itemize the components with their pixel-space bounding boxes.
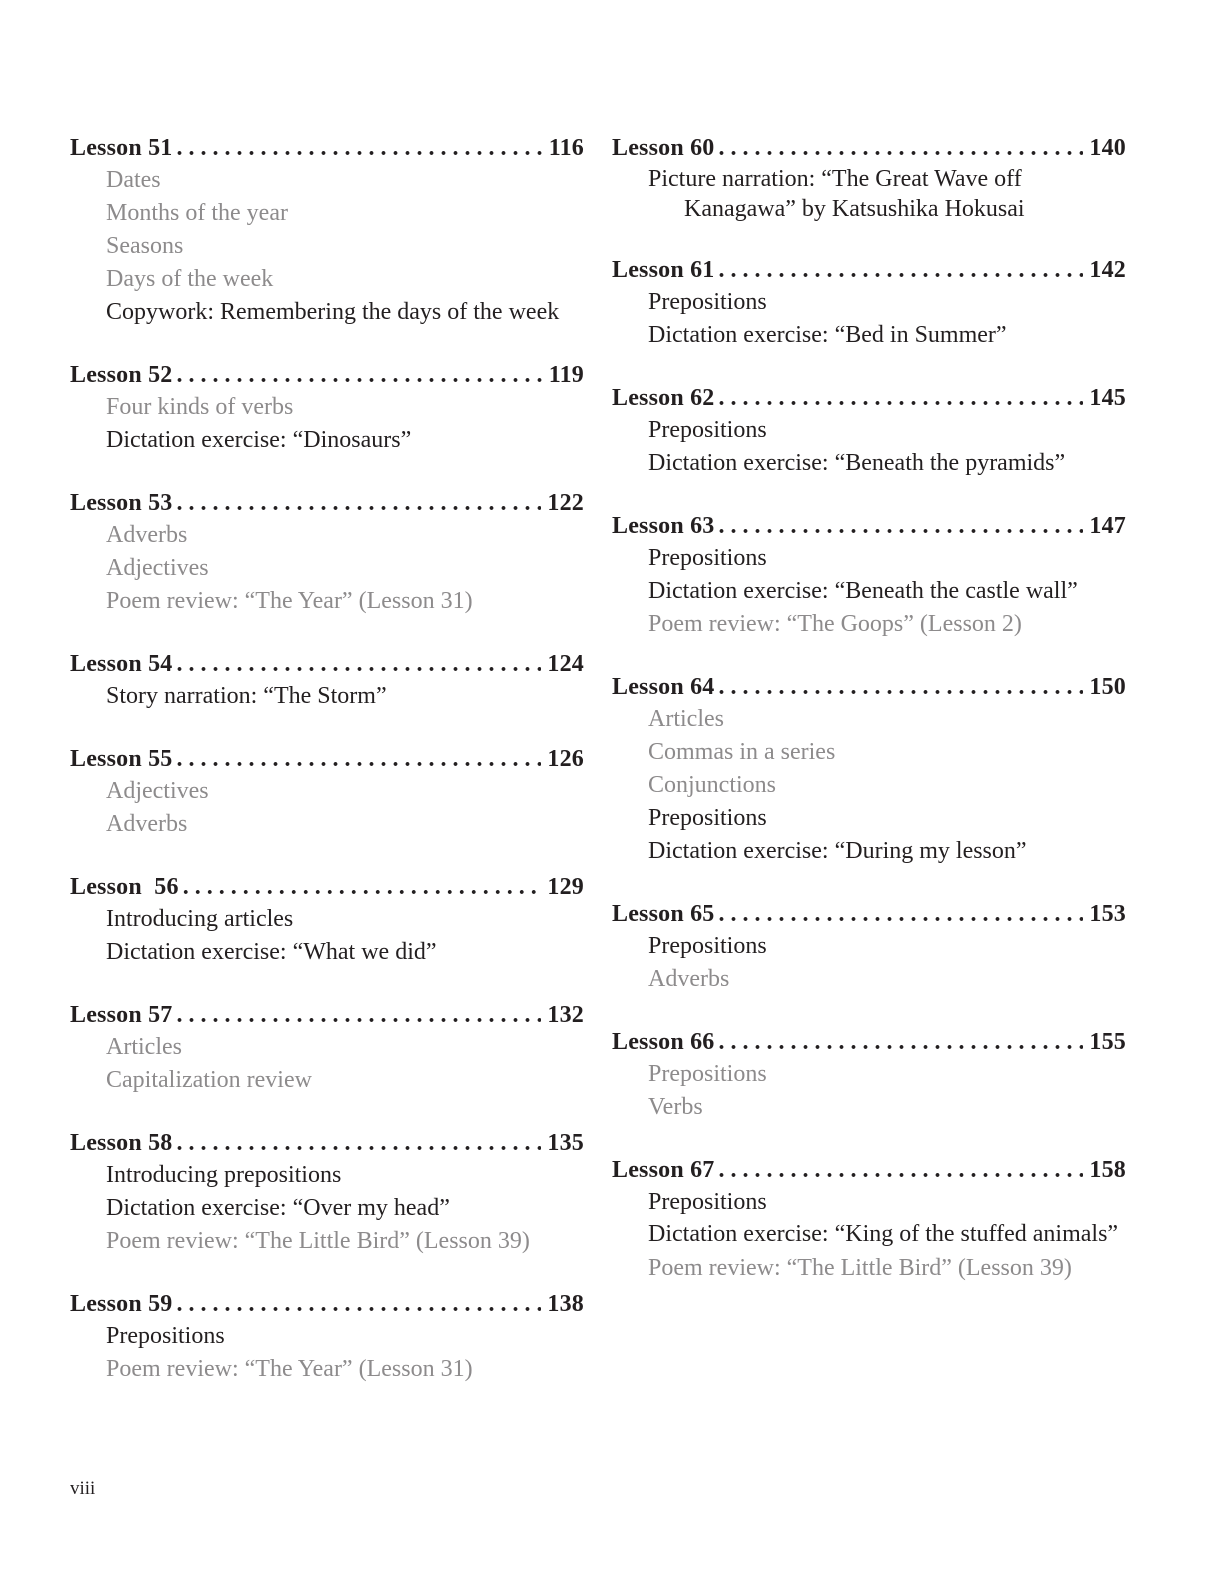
lesson-topic: Dates — [106, 167, 161, 193]
lesson-topic: Adjectives — [106, 778, 209, 804]
lesson-heading — [612, 254, 1126, 286]
lesson-topic: Prepositions — [106, 1323, 225, 1349]
lesson-title: Lesson 63 — [612, 513, 715, 539]
lesson-page-number: 124 — [547, 651, 584, 677]
dot-leader — [177, 648, 542, 680]
lesson-topic: Dictation exercise: “King of the stuffed animals” — [648, 1221, 1119, 1247]
lesson-title: Lesson 51 — [70, 135, 173, 161]
lesson-topic: Poem review: “The Year” (Lesson 31) — [106, 1356, 473, 1382]
lesson-topic: Poem review: “The Little Bird” (Lesson 39) — [106, 1228, 530, 1254]
dot-leader — [177, 999, 542, 1031]
lesson-topic: Introducing articles — [106, 906, 294, 932]
lesson-page-number: 158 — [1089, 1157, 1126, 1183]
lesson-page-number: 142 — [1089, 257, 1126, 283]
lesson-topic: Adjectives — [106, 555, 209, 581]
lesson-topic: Poem review: “The Goops” (Lesson 2) — [648, 611, 1022, 637]
lesson-page-number: 119 — [548, 362, 584, 388]
toc-entry — [70, 999, 584, 1097]
lesson-page-number: 132 — [547, 1002, 584, 1028]
lesson-topic: Months of the year — [106, 200, 288, 226]
dot-leader — [177, 132, 543, 164]
lesson-page-number: 153 — [1089, 901, 1126, 927]
lesson-title: Lesson 55 — [70, 746, 173, 772]
lesson-topic: Copywork: Remembering the days of the week — [106, 299, 560, 325]
lesson-topic: Verbs — [648, 1094, 703, 1120]
toc-entry — [70, 648, 584, 713]
toc-entry — [612, 1026, 1126, 1124]
lesson-heading — [612, 1154, 1126, 1186]
dot-leader — [177, 1288, 542, 1320]
toc-entry — [70, 487, 584, 618]
lesson-topic: Prepositions — [648, 805, 767, 831]
toc-entry — [612, 132, 1126, 224]
toc-entry — [70, 871, 584, 969]
lesson-topic: Story narration: “The Storm” — [106, 683, 387, 709]
lesson-topic: Articles — [106, 1034, 182, 1060]
toc-entry — [612, 254, 1126, 352]
lesson-topic: Prepositions — [648, 417, 767, 443]
dot-leader — [177, 359, 543, 391]
lesson-title: Lesson 53 — [70, 490, 173, 516]
lesson-page-number: 122 — [547, 490, 584, 516]
lesson-topic: Dictation exercise: “Bed in Summer” — [648, 322, 1007, 348]
lesson-heading — [612, 510, 1126, 542]
toc-entry — [70, 743, 584, 841]
lesson-page-number: 126 — [547, 746, 584, 772]
lesson-topic: Commas in a series — [648, 739, 836, 765]
toc-entry — [612, 898, 1126, 996]
lesson-page-number: 145 — [1089, 385, 1126, 411]
dot-leader — [719, 510, 1084, 542]
toc-entry — [70, 1288, 584, 1386]
lesson-title: Lesson 58 — [70, 1130, 173, 1156]
toc-right-column — [612, 132, 1126, 1315]
toc-entry — [612, 382, 1126, 480]
lesson-title: Lesson 52 — [70, 362, 173, 388]
lesson-topic: Seasons — [106, 233, 184, 259]
lesson-heading — [70, 871, 584, 903]
lesson-topic: Adverbs — [106, 811, 188, 837]
lesson-topic: Prepositions — [648, 1061, 767, 1087]
dot-leader — [177, 743, 542, 775]
lesson-heading — [70, 743, 584, 775]
lesson-topic: Dictation exercise: “Beneath the pyramids” — [648, 450, 1066, 476]
lesson-heading — [70, 1127, 584, 1159]
lesson-page-number: 138 — [547, 1291, 584, 1317]
lesson-topic: Poem review: “The Little Bird” (Lesson 39) — [648, 1255, 1072, 1281]
lesson-page-number: 147 — [1089, 513, 1126, 539]
lesson-heading — [70, 648, 584, 680]
lesson-topic: Prepositions — [648, 289, 767, 315]
lesson-topic: Conjunctions — [648, 772, 777, 798]
dot-leader — [719, 671, 1084, 703]
lesson-topic: Prepositions — [648, 933, 767, 959]
lesson-heading — [612, 382, 1126, 414]
toc-entry — [70, 1127, 584, 1258]
lesson-title: Lesson 54 — [70, 651, 173, 677]
dot-leader — [719, 1154, 1084, 1186]
lesson-topic: Dictation exercise: “Dinosaurs” — [106, 427, 412, 453]
dot-leader — [177, 1127, 542, 1159]
lesson-heading — [70, 999, 584, 1031]
toc-left-column — [70, 132, 584, 1416]
lesson-title: Lesson 57 — [70, 1002, 173, 1028]
page-folio: viii — [70, 1478, 96, 1499]
dot-leader — [183, 871, 542, 903]
lesson-title: Lesson 64 — [612, 674, 715, 700]
lesson-page-number: 116 — [548, 135, 584, 161]
lesson-topic: Dictation exercise: “What we did” — [106, 939, 437, 965]
lesson-heading — [70, 1288, 584, 1320]
lesson-topic: Adverbs — [648, 966, 730, 992]
lesson-topic: Four kinds of verbs — [106, 394, 294, 420]
lesson-topic: Introducing prepositions — [106, 1162, 342, 1188]
lesson-topic: Prepositions — [648, 1189, 767, 1215]
lesson-topic: Prepositions — [648, 545, 767, 571]
toc-entry — [612, 1154, 1126, 1285]
lesson-title: Lesson 65 — [612, 901, 715, 927]
lesson-topic: Dictation exercise: “Over my head” — [106, 1195, 450, 1221]
lesson-page-number: 140 — [1089, 135, 1126, 161]
lesson-title: Lesson 59 — [70, 1291, 173, 1317]
dot-leader — [719, 898, 1084, 930]
dot-leader — [719, 382, 1084, 414]
toc-entry — [70, 132, 584, 329]
lesson-topic: Dictation exercise: “Beneath the castle wall” — [648, 578, 1078, 604]
lesson-heading — [612, 671, 1126, 703]
lesson-title: Lesson 62 — [612, 385, 715, 411]
lesson-page-number: 155 — [1089, 1029, 1126, 1055]
lesson-topic: Picture narration: “The Great Wave off Kanagawa” by Katsushika Hokusai — [648, 166, 1025, 222]
lesson-title: Lesson 67 — [612, 1157, 715, 1183]
lesson-heading — [612, 1026, 1126, 1058]
lesson-page-number: 129 — [547, 874, 584, 900]
dot-leader — [719, 254, 1084, 286]
toc-entry — [70, 359, 584, 457]
lesson-title: Lesson 61 — [612, 257, 715, 283]
lesson-topic: Poem review: “The Year” (Lesson 31) — [106, 588, 473, 614]
lesson-topic: Days of the week — [106, 266, 274, 292]
lesson-heading — [70, 132, 584, 164]
lesson-topic: Dictation exercise: “During my lesson” — [648, 838, 1027, 864]
dot-leader — [719, 1026, 1084, 1058]
lesson-heading — [612, 132, 1126, 164]
lesson-topic: Adverbs — [106, 522, 188, 548]
lesson-page-number: 150 — [1089, 674, 1126, 700]
lesson-heading — [70, 359, 584, 391]
lesson-heading — [70, 487, 584, 519]
toc-entry — [612, 671, 1126, 868]
lesson-heading — [612, 898, 1126, 930]
lesson-title: Lesson 56 — [70, 874, 179, 900]
lesson-title: Lesson 60 — [612, 135, 715, 161]
lesson-title: Lesson 66 — [612, 1029, 715, 1055]
lesson-page-number: 135 — [547, 1130, 584, 1156]
lesson-topic: Capitalization review — [106, 1067, 312, 1093]
dot-leader — [719, 132, 1084, 164]
toc-entry — [612, 510, 1126, 641]
lesson-topic: Articles — [648, 706, 724, 732]
dot-leader — [177, 487, 542, 519]
